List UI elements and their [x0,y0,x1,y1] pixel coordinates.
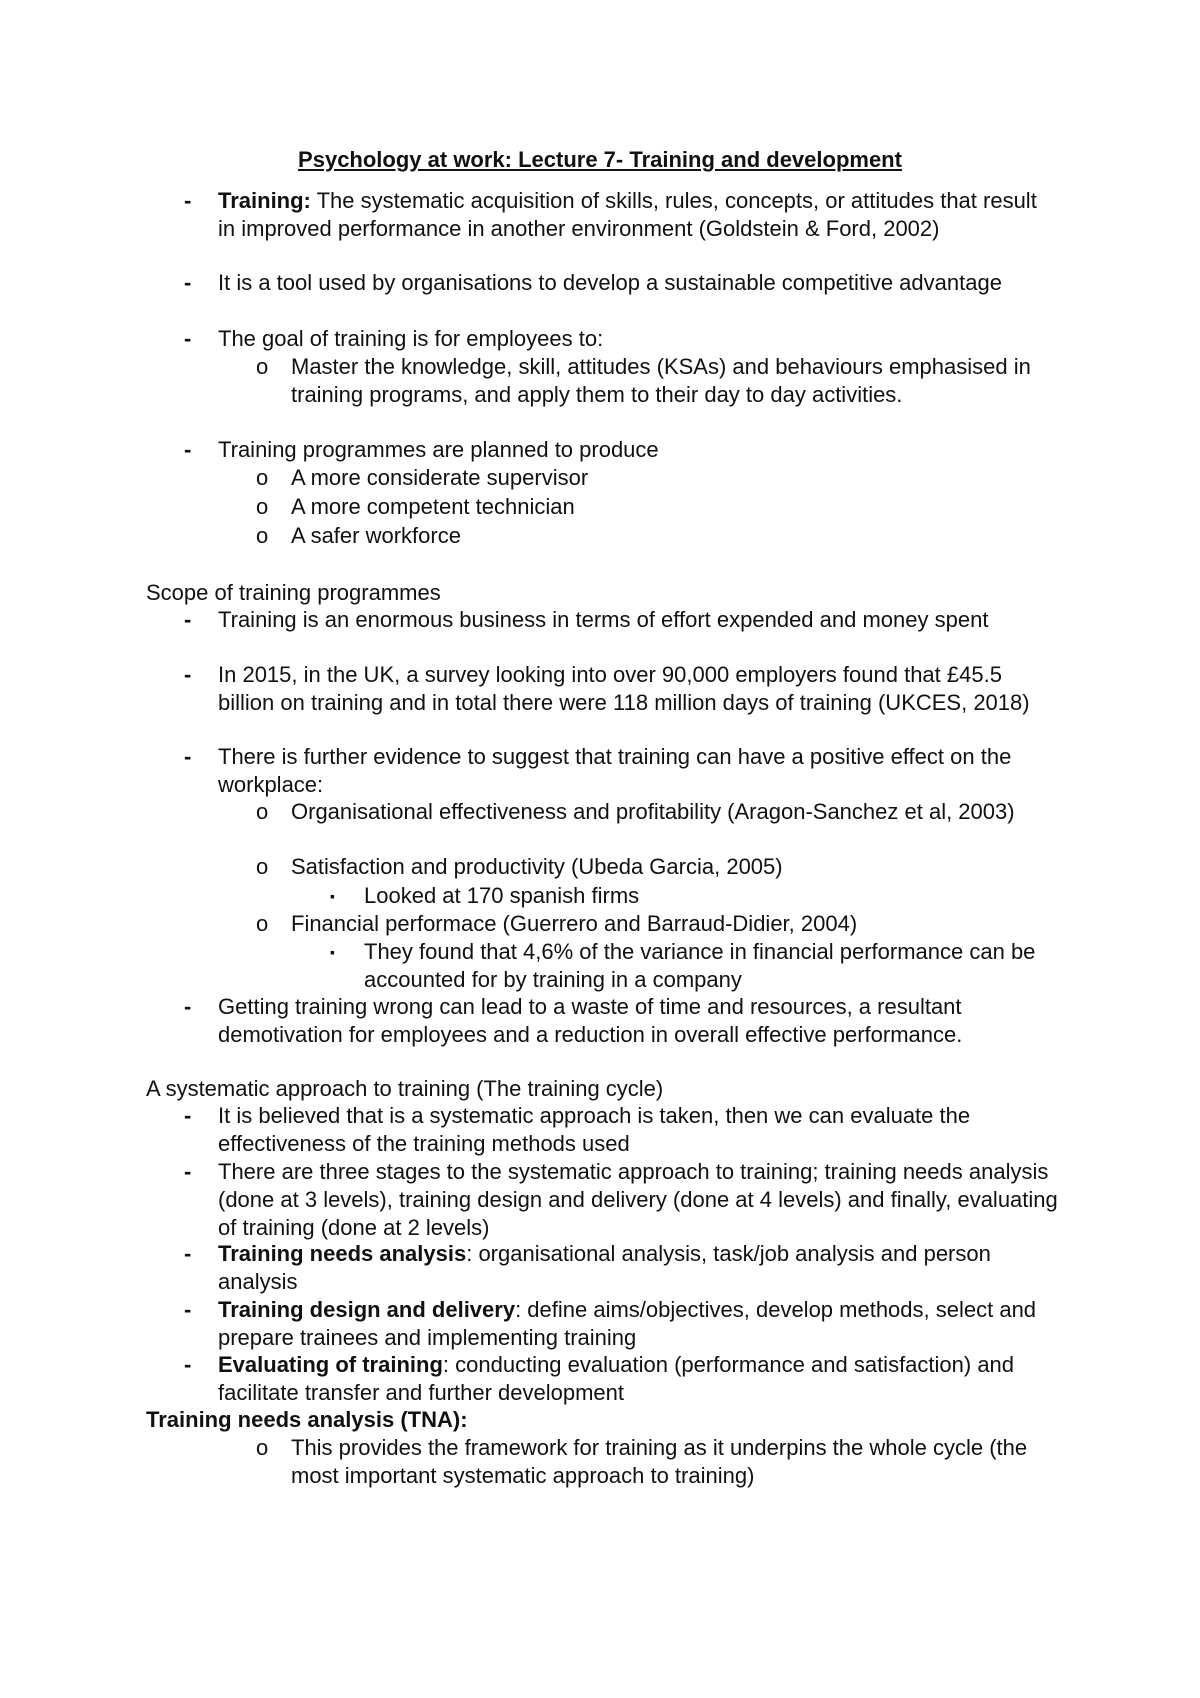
bullet-text: There is further evidence to suggest that training can have a positive effect on the workplace: [218,744,1012,797]
section-heading-systematic: A systematic approach to training (The training cycle) [146,1076,664,1101]
sub-bullet-text: A more competent technician [291,494,575,519]
evaluating-text: : conducting evaluation (performance and satisfaction) and facilitate transfer and further development [218,1352,1015,1405]
square-marker: ▪ [330,944,335,960]
sub-bullet-text: This provides the framework for training as it underpins the whole cycle (the most important systematic approach to training) [291,1435,1028,1488]
bullet-text: It is a tool used by organisations to develop a sustainable competitive advantage [218,270,1002,295]
sub-sub-bullet-text: Looked at 170 spanish firms [364,883,640,908]
dash-marker: - [184,437,192,462]
bullet-text: Training is an enormous business in terms of effort expended and money spent [218,607,989,632]
bullet-text: Training programmes are planned to produce [218,437,659,462]
circle-marker: o [256,799,269,824]
training-definition-text: The systematic acquisition of skills, rules, concepts, or attitudes that result in improved performance in another environment (Goldstein & Ford, 2002) [218,188,1037,241]
term-evaluating: Evaluating of training [218,1352,443,1377]
bullet-text: The goal of training is for employees to: [218,326,604,351]
sub-bullet-text: A safer workforce [291,523,461,548]
dash-marker: - [184,1352,192,1377]
circle-marker: o [256,494,269,519]
design-text: : define aims/objectives, develop methods, select and prepare trainees and implementing training [218,1297,1037,1350]
bullet-text: It is believed that is a systematic approach is taken, then we can evaluate the effectiveness of the training methods used [218,1103,971,1156]
square-marker: ▪ [330,888,335,904]
dash-marker: - [184,744,192,769]
bullet-text: Getting training wrong can lead to a waste of time and resources, a resultant demotivation for employees and a reduction in overall effective performance. [218,994,963,1047]
circle-marker: o [256,911,269,936]
sub-bullet-text: Satisfaction and productivity (Ubeda Garcia, 2005) [291,854,783,879]
circle-marker: o [256,354,269,379]
sub-bullet-text: A more considerate supervisor [291,465,589,490]
circle-marker: o [256,465,269,490]
sub-bullet-text: Financial performace (Guerrero and Barraud-Didier, 2004) [291,911,858,936]
dash-marker: - [184,1241,192,1266]
dash-marker: - [184,1297,192,1322]
dash-marker: - [184,326,192,351]
circle-marker: o [256,854,269,879]
circle-marker: o [256,523,269,548]
dash-marker: - [184,607,192,632]
dash-marker: - [184,270,192,295]
circle-marker: o [256,1435,269,1460]
tna-text: : organisational analysis, task/job analysis and person analysis [218,1241,991,1294]
term-tna: Training needs analysis [218,1241,467,1266]
term-design-delivery: Training design and delivery [218,1297,516,1322]
dash-marker: - [184,662,192,687]
dash-marker: - [184,1159,192,1184]
sub-bullet-text: Master the knowledge, skill, attitudes (KSAs) and behaviours emphasised in training programs, and apply them to their day to day activities. [291,354,1031,407]
sub-sub-bullet-text: They found that 4,6% of the variance in financial performance can be accounted for by training in a company [364,939,1036,992]
bullet-text: There are three stages to the systematic approach to training; training needs analysis (done at 3 levels), training design and delivery (done at 4 levels) and finally, evaluating of training (done at 2 levels) [218,1159,1058,1240]
section-heading-tna: Training needs analysis (TNA): [146,1407,468,1432]
section-heading-scope: Scope of training programmes [146,580,441,605]
page-title: Psychology at work: Lecture 7- Training and development [298,147,902,172]
sub-bullet-text: Organisational effectiveness and profitability (Aragon-Sanchez et al, 2003) [291,799,1015,824]
dash-marker: - [184,188,192,213]
dash-marker: - [184,994,192,1019]
bullet-text: In 2015, in the UK, a survey looking into over 90,000 employers found that £45.5 billion on training and in total there were 118 million days of training (UKCES, 2018) [218,662,1030,715]
term-training: Training: [218,188,311,213]
dash-marker: - [184,1103,192,1128]
